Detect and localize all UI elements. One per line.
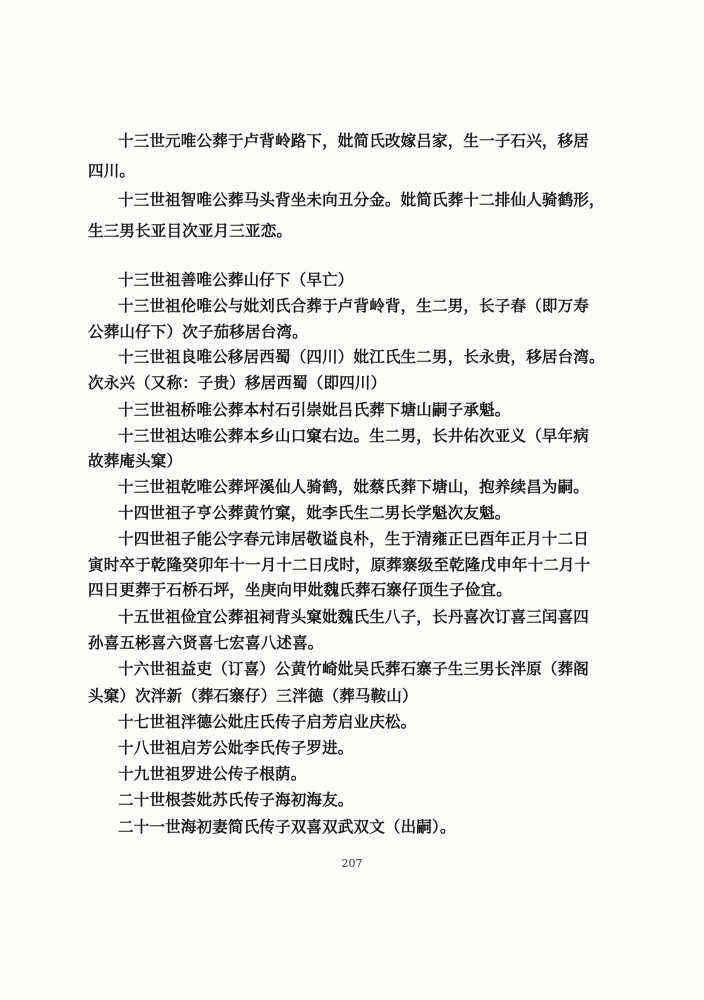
- text-line: 十三世祖桥唯公葬本村石引崇妣吕氏葬下塘山嗣子承魁。: [118, 400, 511, 419]
- text-line: 十三世祖伦唯公与妣刘氏合葬于卢背岭背，生二男，长子春（即万寿: [118, 296, 590, 315]
- text-line: 生三男长亚目次亚月三亚恋。: [88, 221, 293, 240]
- text-line: 故葬庵头窠）: [88, 451, 183, 470]
- text-line: 十三世元唯公葬于卢背岭路下，妣简氏改嫁吕家，生一子石兴，移居: [118, 131, 590, 150]
- text-line: 十七世祖泮德公妣庄氏传子启芳启业庆松。: [118, 712, 417, 731]
- text-line: 十九世祖罗进公传子根荫。: [118, 764, 307, 783]
- text-line: 十六世祖益吏（订喜）公黄竹崎妣吴氏葬石寨子生三男长泮原（葬阁: [118, 659, 590, 678]
- text-line: 寅时卒于乾隆癸卯年十一月十二日戌时，原葬寨级至乾隆戊申年十二月十: [88, 555, 591, 574]
- text-line: 十三世祖善唯公葬山仔下（早亡）: [118, 270, 354, 289]
- text-line: 孙喜五彬喜六贤喜七宏喜八述喜。: [88, 633, 324, 652]
- text-line: 公葬山仔下）次子茄移居台湾。: [88, 322, 308, 341]
- text-line: 十四世祖子亨公葬黄竹窠，妣李氏生二男长学魁次友魁。: [118, 503, 511, 522]
- text-line: 次永兴（又称：子贵）移居西蜀（即四川）: [88, 373, 387, 392]
- text-line: 头窠）次泮新（葬石寨仔）三泮德（葬马鞍山）: [88, 686, 418, 705]
- text-line: 四川。: [88, 161, 136, 180]
- text-line: 四日更葬于石桥石坪，坐庚向甲妣魏氏葬石寨仔顶生子俭宜。: [88, 580, 512, 599]
- text-line: 十四世祖子能公字春元讳居敬谥良朴，生于清雍正巳酉年正月十二日: [118, 529, 590, 548]
- text-line: 十三世祖乾唯公葬坪溪仙人骑鹤，妣蔡氏葬下塘山，抱养续昌为嗣。: [118, 477, 590, 496]
- text-line: 十三世祖智唯公葬马头背坐未向丑分金。妣简氏葬十二排仙人骑鹤形，: [118, 190, 605, 209]
- text-line: 二十世根荟妣苏氏传子海初海友。: [118, 790, 354, 809]
- page-number: 207: [341, 857, 363, 870]
- text-line: 二十一世海初妻简氏传子双喜双武双文（出嗣）。: [118, 817, 456, 836]
- text-line: 十五世祖俭宜公葬祖祠背头窠妣魏氏生八子，长丹喜次订喜三闰喜四: [118, 607, 590, 626]
- text-line: 十三世祖达唯公葬本乡山口窠右边。生二男，长井佑次亚义（早年病: [118, 426, 590, 445]
- text-line: 十三世祖良唯公移居西蜀（四川）妣江氏生二男，长永贵，移居台湾。: [118, 347, 605, 366]
- text-line: 十八世祖启芳公妣李氏传子罗进。: [118, 738, 354, 757]
